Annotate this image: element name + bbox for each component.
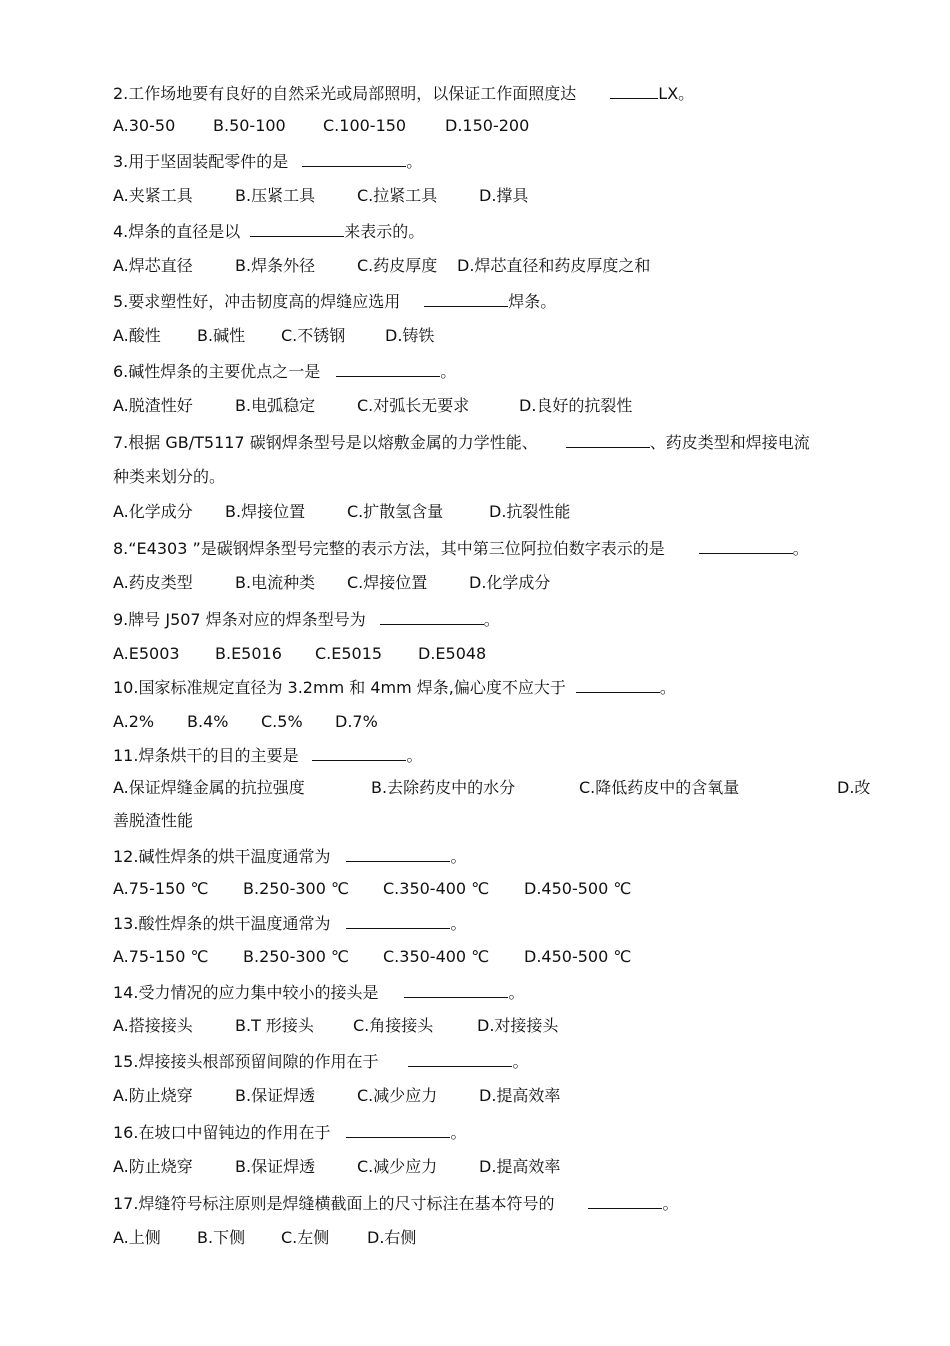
option-b: B.50-100 bbox=[213, 116, 286, 135]
option-a: A.搭接接头 bbox=[113, 1016, 193, 1035]
question-stem: 7.根据 GB/T5117 碳钢焊条型号是以熔敷金属的力学性能、 bbox=[113, 433, 538, 452]
answer-blank bbox=[380, 608, 484, 625]
question-tail: 。 bbox=[450, 1123, 467, 1142]
question-7-continued bbox=[113, 466, 225, 488]
option-a: A.30-50 bbox=[113, 116, 176, 135]
option-d: D.铸铁 bbox=[385, 326, 435, 345]
option-a: A.75-150 ℃ bbox=[113, 879, 209, 898]
question-6 bbox=[113, 360, 456, 383]
option-a: A.化学成分 bbox=[113, 502, 193, 521]
options-7 bbox=[113, 501, 570, 523]
question-tail: 。 bbox=[512, 1052, 529, 1071]
option-a: A.脱渣性好 bbox=[113, 396, 193, 415]
question-stem: 15.焊接接头根部预留间隙的作用在于 bbox=[113, 1052, 379, 1071]
options-9 bbox=[113, 643, 486, 665]
option-a: A.防止烧穿 bbox=[113, 1086, 193, 1105]
options-16 bbox=[113, 1156, 560, 1178]
option-d: D.化学成分 bbox=[469, 573, 551, 592]
question-stem-continued: 种类来划分的。 bbox=[113, 467, 226, 486]
option-d: D.450-500 ℃ bbox=[524, 947, 632, 966]
option-d: D.提高效率 bbox=[479, 1157, 561, 1176]
option-c: C.扩散氢含量 bbox=[347, 502, 444, 521]
question-9 bbox=[113, 608, 500, 631]
question-tail: 。 bbox=[440, 362, 457, 381]
option-b: B.250-300 ℃ bbox=[243, 947, 349, 966]
answer-blank bbox=[312, 744, 406, 761]
question-stem: 9.牌号 J507 焊条对应的焊条型号为 bbox=[113, 610, 366, 629]
option-d: D.E5048 bbox=[418, 644, 487, 663]
question-tail: 。 bbox=[450, 847, 467, 866]
question-tail: 。 bbox=[662, 1194, 679, 1213]
options-13 bbox=[113, 946, 631, 968]
option-b: B.电流种类 bbox=[235, 573, 316, 592]
question-13 bbox=[113, 912, 466, 935]
options-4 bbox=[113, 255, 650, 277]
question-stem: 10.国家标准规定直径为 3.2mm 和 4mm 焊条,偏心度不应大于 bbox=[113, 678, 566, 697]
question-tail: 焊条。 bbox=[508, 292, 557, 311]
options-17 bbox=[113, 1227, 416, 1249]
option-d: D.提高效率 bbox=[479, 1086, 561, 1105]
option-c: C.E5015 bbox=[315, 644, 383, 663]
question-17 bbox=[113, 1192, 678, 1215]
options-12 bbox=[113, 878, 631, 900]
answer-blank bbox=[699, 537, 793, 554]
option-a: A.夹紧工具 bbox=[113, 186, 193, 205]
question-7 bbox=[113, 431, 810, 454]
question-15 bbox=[113, 1050, 528, 1073]
question-tail: 。 bbox=[483, 610, 500, 629]
question-stem: 2.工作场地要有良好的自然采光或局部照明，以保证工作面照度达 bbox=[113, 84, 577, 103]
answer-blank bbox=[588, 1192, 662, 1209]
question-tail: 来表示的。 bbox=[344, 222, 425, 241]
option-d: D.7% bbox=[335, 712, 378, 731]
option-b: B.4% bbox=[187, 712, 229, 731]
option-a: A.焊芯直径 bbox=[113, 256, 193, 275]
option-a: A.酸性 bbox=[113, 326, 161, 345]
option-b: B.保证焊透 bbox=[235, 1086, 316, 1105]
question-tail: 。 bbox=[406, 152, 423, 171]
options-6 bbox=[113, 395, 632, 417]
question-5 bbox=[113, 290, 556, 313]
option-d: D.对接接头 bbox=[477, 1016, 559, 1035]
question-stem: 8.“E4303 ”是碳钢焊条型号完整的表示方法，其中第三位阿拉伯数字表示的是 bbox=[113, 539, 665, 558]
option-c: C.拉紧工具 bbox=[357, 186, 438, 205]
answer-blank bbox=[346, 845, 450, 862]
option-a: A.上侧 bbox=[113, 1228, 161, 1247]
option-b: B.焊条外径 bbox=[235, 256, 316, 275]
answer-blank bbox=[576, 676, 660, 693]
option-b: B.250-300 ℃ bbox=[243, 879, 349, 898]
options-11 bbox=[113, 777, 870, 799]
question-stem: 12.碱性焊条的烘干温度通常为 bbox=[113, 847, 331, 866]
option-b: B.保证焊透 bbox=[235, 1157, 316, 1176]
question-stem: 16.在坡口中留钝边的作用在于 bbox=[113, 1123, 331, 1142]
option-a: A.药皮类型 bbox=[113, 573, 193, 592]
question-stem: 3.用于坚固装配零件的是 bbox=[113, 152, 289, 171]
answer-blank bbox=[408, 1050, 512, 1067]
answer-blank bbox=[610, 82, 658, 99]
option-d-continued: 善脱渣性能 bbox=[113, 811, 194, 830]
option-c: C.角接接头 bbox=[353, 1016, 434, 1035]
option-b: B.电弧稳定 bbox=[235, 396, 316, 415]
option-b: B.去除药皮中的水分 bbox=[371, 778, 516, 797]
answer-blank bbox=[566, 431, 650, 448]
option-c: C.不锈钢 bbox=[281, 326, 346, 345]
question-tail: 。 bbox=[792, 539, 809, 558]
option-d: D.焊芯直径和药皮厚度之和 bbox=[457, 256, 651, 275]
question-stem: 14.受力情况的应力集中较小的接头是 bbox=[113, 983, 379, 1002]
question-12 bbox=[113, 845, 466, 868]
answer-blank bbox=[346, 1121, 450, 1138]
question-stem: 5.要求塑性好，冲击韧度高的焊缝应选用 bbox=[113, 292, 401, 311]
question-stem: 4.焊条的直径是以 bbox=[113, 222, 241, 241]
options-15 bbox=[113, 1085, 560, 1107]
question-stem: 17.焊缝符号标注原则是焊缝横截面上的尺寸标注在基本符号的 bbox=[113, 1194, 555, 1213]
question-stem: 13.酸性焊条的烘干温度通常为 bbox=[113, 914, 331, 933]
option-a: A.75-150 ℃ bbox=[113, 947, 209, 966]
option-a: A.2% bbox=[113, 712, 155, 731]
question-tail: 。 bbox=[450, 914, 467, 933]
question-stem: 11.焊条烘干的目的主要是 bbox=[113, 746, 299, 765]
question-tail: 。 bbox=[508, 983, 525, 1002]
question-tail: 。 bbox=[659, 678, 676, 697]
option-c: C.药皮厚度 bbox=[357, 256, 438, 275]
answer-blank bbox=[336, 360, 440, 377]
question-4 bbox=[113, 220, 424, 243]
option-d: D.450-500 ℃ bbox=[524, 879, 632, 898]
question-8 bbox=[113, 537, 809, 560]
option-c: C.5% bbox=[261, 712, 303, 731]
option-c: C.焊接位置 bbox=[347, 573, 428, 592]
question-tail: 。 bbox=[406, 746, 423, 765]
option-b: B.碱性 bbox=[197, 326, 246, 345]
options-14 bbox=[113, 1015, 558, 1037]
option-c: C.对弧长无要求 bbox=[357, 396, 470, 415]
option-a: A.保证焊缝金属的抗拉强度 bbox=[113, 778, 305, 797]
option-c: C.左侧 bbox=[281, 1228, 330, 1247]
answer-blank bbox=[346, 912, 450, 929]
options-10 bbox=[113, 711, 378, 733]
question-2 bbox=[113, 82, 694, 105]
options-2 bbox=[113, 115, 529, 137]
question-11 bbox=[113, 744, 422, 767]
option-d: D.改 bbox=[837, 778, 871, 797]
question-3 bbox=[113, 150, 422, 173]
answer-blank bbox=[302, 150, 406, 167]
option-d: D.右侧 bbox=[367, 1228, 417, 1247]
option-c: C.减少应力 bbox=[357, 1086, 438, 1105]
option-d: D.良好的抗裂性 bbox=[519, 396, 633, 415]
option-b: B.下侧 bbox=[197, 1228, 246, 1247]
option-c: C.减少应力 bbox=[357, 1157, 438, 1176]
option-a: A.防止烧穿 bbox=[113, 1157, 193, 1176]
answer-blank bbox=[250, 220, 344, 237]
option-c: C.350-400 ℃ bbox=[383, 879, 490, 898]
options-3 bbox=[113, 185, 528, 207]
option-b: B.T 形接头 bbox=[235, 1016, 314, 1035]
option-c: C.350-400 ℃ bbox=[383, 947, 490, 966]
answer-blank bbox=[424, 290, 508, 307]
option-b: B.E5016 bbox=[215, 644, 282, 663]
question-10 bbox=[113, 676, 676, 699]
option-c: C.100-150 bbox=[323, 116, 407, 135]
question-tail: LX。 bbox=[658, 84, 695, 103]
option-d: D.抗裂性能 bbox=[489, 502, 571, 521]
option-c: C.降低药皮中的含氧量 bbox=[579, 778, 740, 797]
question-tail: 、药皮类型和焊接电流 bbox=[649, 433, 810, 452]
option-b: B.焊接位置 bbox=[225, 502, 306, 521]
question-14 bbox=[113, 981, 524, 1004]
question-stem: 6.碱性焊条的主要优点之一是 bbox=[113, 362, 321, 381]
option-a: A.E5003 bbox=[113, 644, 180, 663]
options-8 bbox=[113, 572, 550, 594]
question-16 bbox=[113, 1121, 466, 1144]
option-d: D.150-200 bbox=[445, 116, 530, 135]
options-5 bbox=[113, 325, 434, 347]
options-11-continued bbox=[113, 810, 193, 832]
answer-blank bbox=[404, 981, 508, 998]
option-d: D.撑具 bbox=[479, 186, 529, 205]
option-b: B.压紧工具 bbox=[235, 186, 316, 205]
